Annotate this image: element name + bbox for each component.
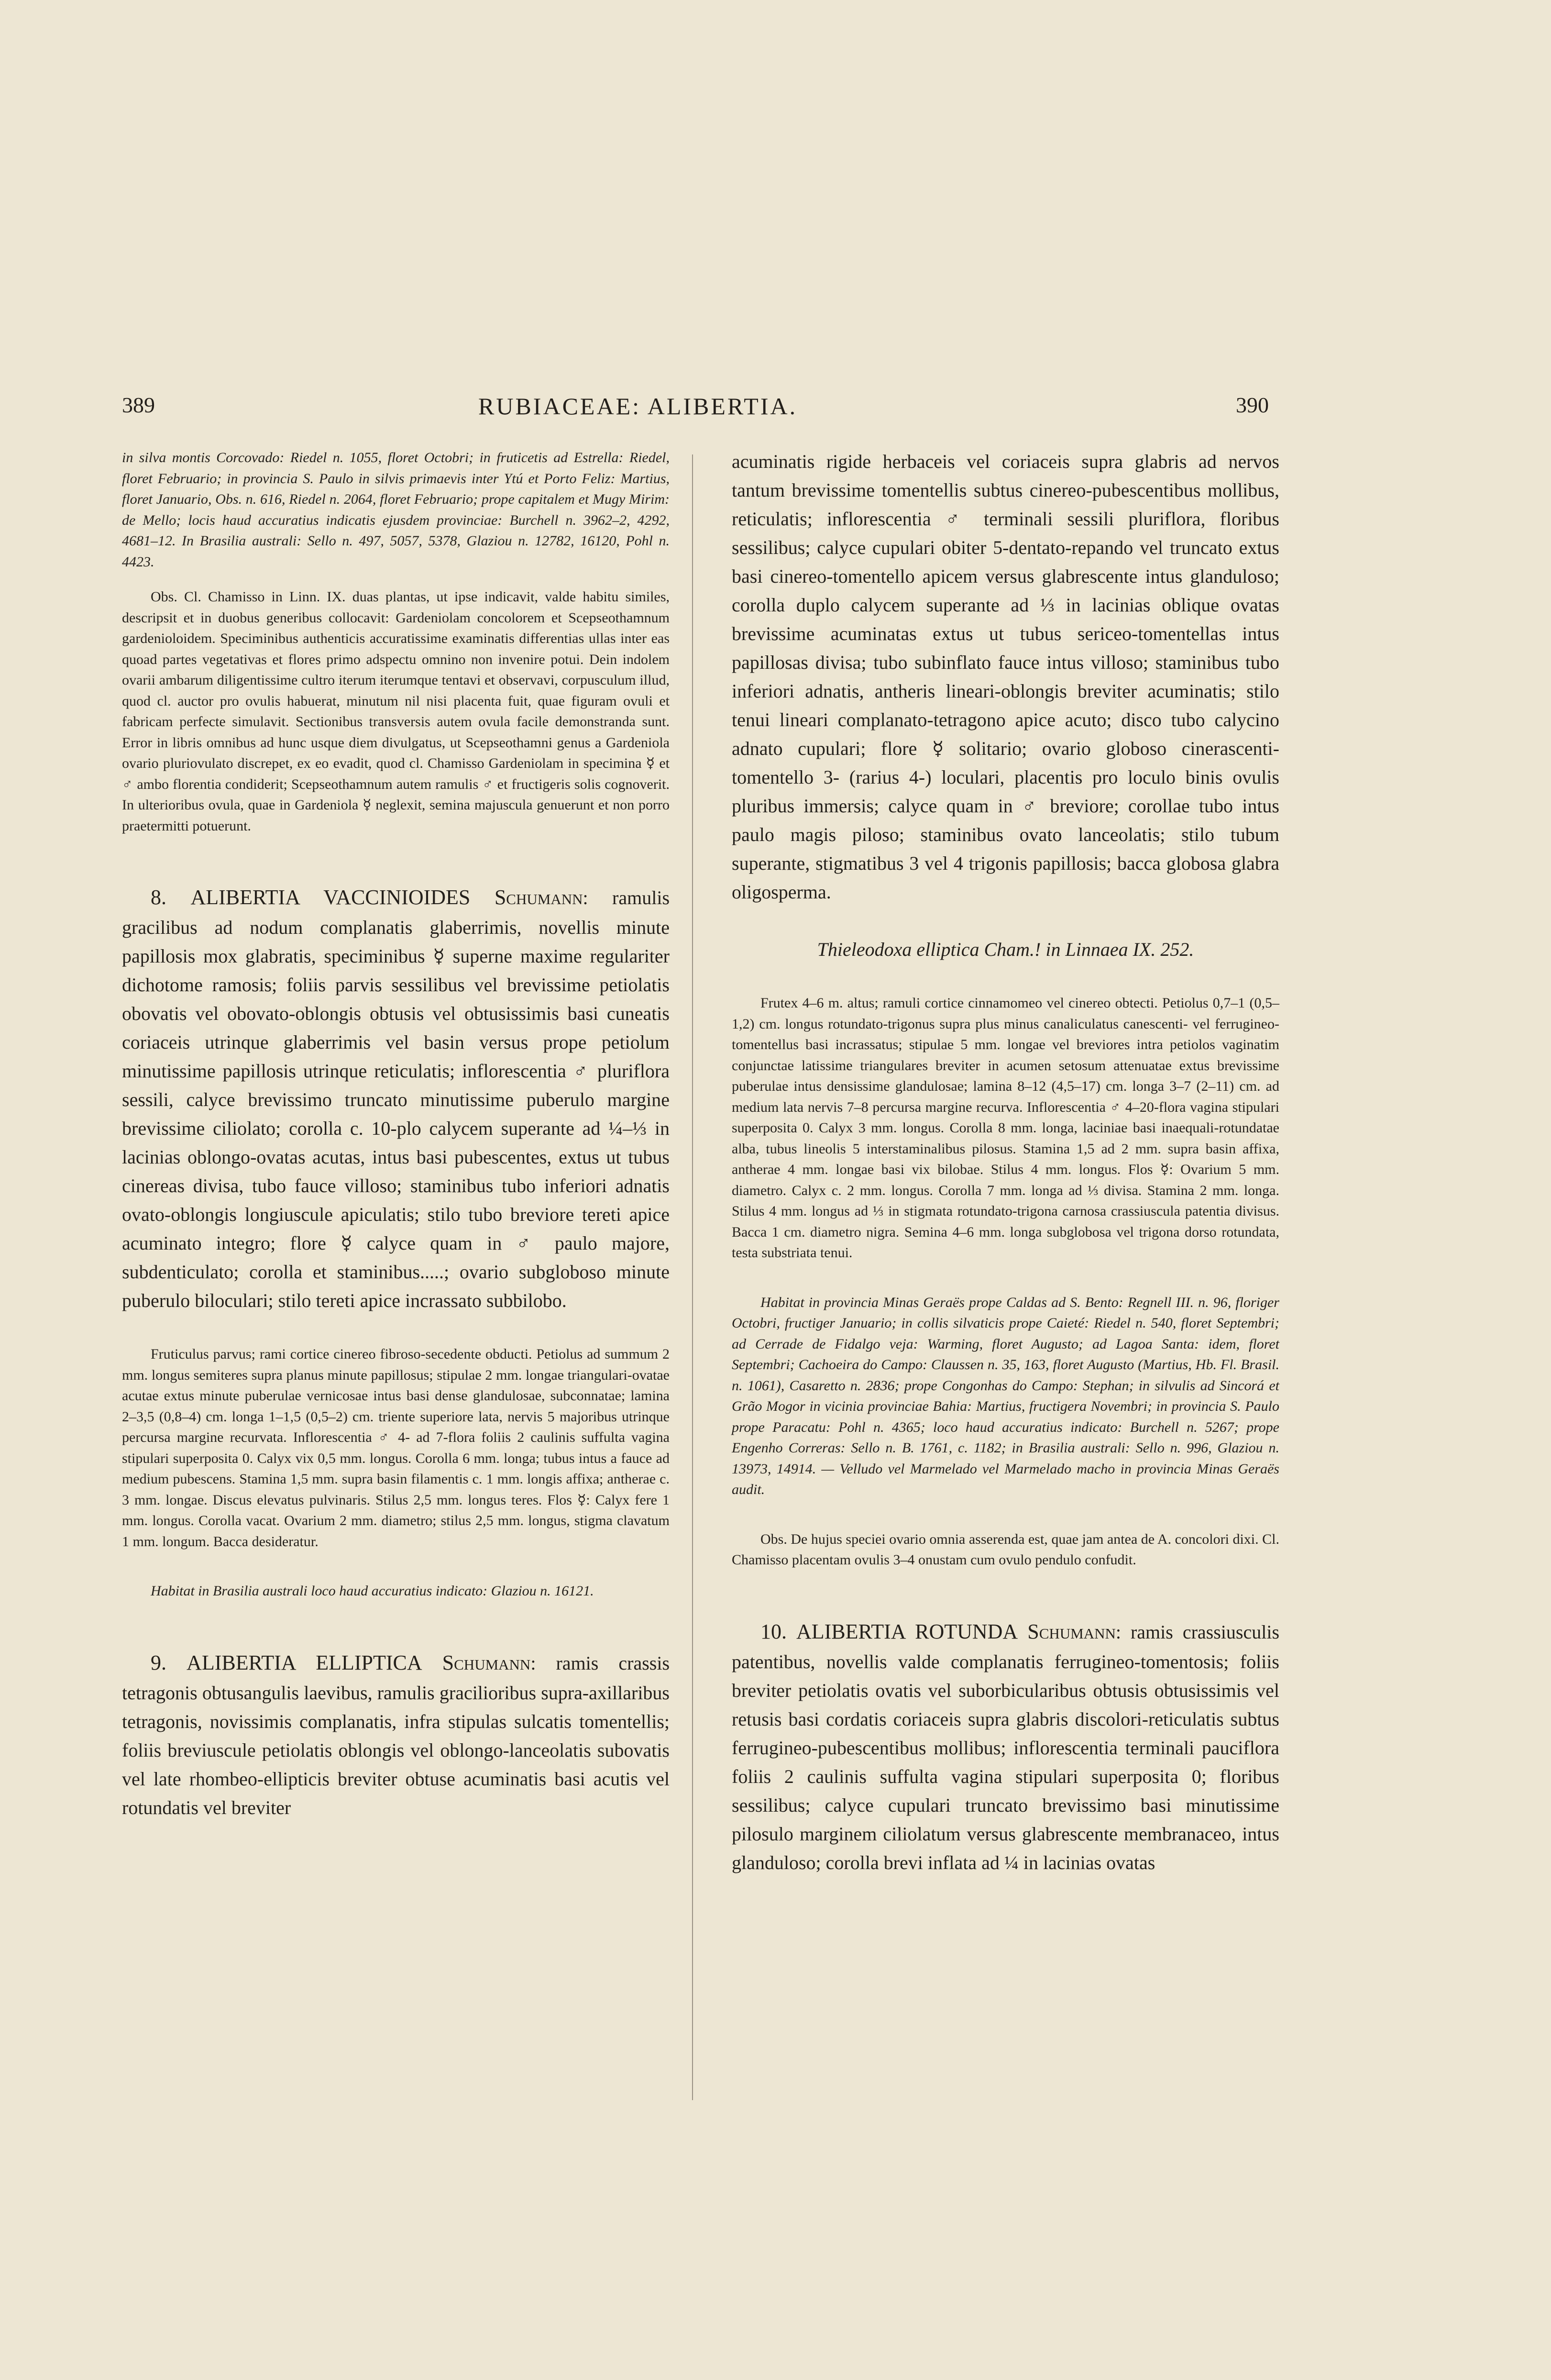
right-column bbox=[732, 447, 1279, 1877]
intro-localities: in silva montis Corcovado: Riedel n. 1055, floret Octobri; in fruticetis ad Estrella: Riedel, floret Februario; in provincia S. Paulo in silvis primaevis inter Ytú et Porto Feliz: Martius, floret Januario, Obs. n. 616, Riedel n. 2064, floret Februario; prope capitalem et Mugy Mirim: de Mello; locis haud accuratius indicatis ejusdem provinciae: Burchell n. 3962–2, 4292, 4681–12. In Brasilia australi: Sello n. 497, 5057, 5378, Glaziou n. 12782, 16120, Pohl n. 4423. bbox=[122, 450, 670, 570]
species9-diagnosis-continued: acuminatis rigide herbaceis vel coriaceis supra glabris ad nervos tantum brevissime tomentellis subtus cinereo-pubescentibus mollibus, reticulatis; inflorescentia ♂ terminali sessili pluriflora, floribus sessilibus; calyce cupulari obiter 5-dentato-repando vel truncato extus basi cinereo-tomentello apicem versus glabrescente intus glanduloso; corolla duplo calycem superante ad ⅓ in lacinias oblique ovatas brevissime acuminatas extus ut tubus sericeo-tomentellas intus papillosas divisa; tubo subinflato fauce intus villoso; staminibus tubo inferiori adnatis, antheris lineari-oblongis breviter acuminatis; stilo tenui lineari complanato-tetragono apice acuto; disco tubo calycino adnato cupulari; flore ☿ solitario; ovario globoso cinerascenti-tomentello 3- (rarius 4-) loculari, placentis pro loculo binis ovulis pluribus immersis; calyce quam in ♂ breviore; corollae tubo intus paulo magis piloso; staminibus ovato lanceolatis; stilo tubum superante, stigmatibus 3 vel 4 trigonis papillosis; bacca globosa glabra oligosperma. bbox=[732, 451, 1279, 903]
species9-author: Schumann bbox=[442, 1650, 531, 1674]
running-title: RUBIACEAE: ALIBERTIA. bbox=[478, 393, 798, 420]
species8-number: 8. bbox=[151, 886, 166, 909]
species8-diagnosis: : ramulis gracilibus ad nodum complanatis glaberrimis, novellis minute papillosis mox glabratis, speciminibus ☿ superne maxime regulariter dichotome ramosis; foliis parvis sessilibus vel brevissime petiolatis obovatis vel obovato-oblongis obtusis vel obtusissimis basi cuneatis coriaceis utrinque glaberrimis vel basin versus prope petiolum minutissime papillosis utrinque reticulatis; inflorescentia ♂ pluriflora sessili, calyce brevissimo truncato minutissime puberulo margine brevissime ciliolato; corolla c. 10-plo calycem superante ad ¼–⅓ in lacinias oblongo-ovatas acutas, intus basi pubescentes, extus ut tubus cinereas divisa, tubo fauce villoso; staminibus tubo inferiori adnatis ovato-oblongis longiuscule apiculatis; stilo tubo breviore tereti apice acuminato integro; flore ☿ calyce quam in ♂ paulo majore, subdenticulato; corolla et staminibus.....; ovario subgloboso minute puberulo biloculari; stilo tereti apice incrassato subbilobo. bbox=[122, 887, 670, 1311]
species9-synonym: Thieleodoxa elliptica Cham.! in Linnaea IX. 252. bbox=[817, 939, 1194, 960]
species10-number: 10. bbox=[760, 1619, 787, 1643]
obs-note: Obs. Cl. Chamisso in Linn. IX. duas plantas, ut ipse indicavit, valde habitu similes, descripsit et in duobus generibus collocavit: Gardeniolam concolorem et Scepseothamnum gardenioloidem. Speciminibus authenticis accuratissime examinatis differentias ullas inter eas quoad partes vegetativas et flores primo adspectu omnino non invenire potui. Dein indolem ovarii ambarum diligentissime cultro iterum iterumque tentavi et observavi, corpusculum illud, quod cl. auctor pro ovulis habuerat, minutum nil nisi placenta fuit, quae figuram ovuli et fabricam perfecte simulavit. Sectionibus transversis autem ovula facile demonstranda sunt. Error in libris omnibus ad hunc usque diem divulgatus, ut Scepseothamni genus a Gardeniola ovario pluriovulato discrepet, ex eo evadit, quod cl. Chamisso Gardeniolam in specimina ☿ et ♂ ambo florentia condiderit; Scepseothamnum autem ramulis ♂ et fructigeris solis cognoverit. In ulterioribus ovula, quae in Gardeniola ☿ neglexit, semina majuscula genuerunt et non porro praetermitti potuerunt. bbox=[122, 589, 670, 834]
page-header bbox=[0, 392, 1551, 431]
species10-entry bbox=[732, 1616, 1279, 1877]
species9-obs: Obs. De hujus speciei ovario omnia asserenda est, quae jam antea de A. concolori dixi. Cl. Chamisso placentam ovulis 3–4 onustam cum ovulo pendulo confudit. bbox=[732, 1531, 1279, 1568]
species9-entry bbox=[122, 1647, 670, 1822]
species8-name: ALIBERTIA VACCINIOIDES bbox=[190, 886, 471, 909]
species10-author: Schumann bbox=[1027, 1619, 1116, 1643]
species8-author: Schumann bbox=[494, 886, 583, 909]
page-number-right: 390 bbox=[1236, 393, 1269, 417]
species9-name: ALIBERTIA ELLIPTICA bbox=[187, 1650, 422, 1674]
left-column bbox=[122, 447, 670, 1822]
species8-habitat: Habitat in Brasilia australi loco haud accuratius indicato: Glaziou n. 16121. bbox=[151, 1583, 594, 1599]
species9-description: Frutex 4–6 m. altus; ramuli cortice cinnamomeo vel cinereo obtecti. Petiolus 0,7–1 (0,5–1,2) cm. longus rotundato-trigonus supra plus minus canaliculatus canescenti- vel ferrugineo-tomentellus basi incrassatus; stipulae 5 mm. longae vel breviores intra petiolos vaginatim conjunctae latissime triangulares breviter in acumen setosum attenuatae extus brevissime puberulae intus densissime glandulosae; lamina 8–12 (4,5–17) cm. longa 3–7 (2–11) cm. ad medium lata nervis 7–8 percursa margine recurva. Inflorescentia ♂ 4–20-flora vagina stipulari superposita 0. Calyx 3 mm. longus. Corolla 8 mm. longa, laciniae basi inaequali-rotundatae alba, tubus lineolis 5 interstaminalibus pilosus. Stamina 1,5 ad 2 mm. supra basin affixa, antherae 4 mm. longae basi vix bilobae. Stilus 4 mm. longus. Flos ☿: Ovarium 5 mm. diametro. Calyx c. 2 mm. longus. Corolla 7 mm. longa ad ⅓ divisa. Stamina 2 mm. longa. Stilus 4 mm. longus ad ⅓ in stigmata rotundato-trigona carnosa crassiuscula patentia divisus. Bacca 1 cm. diametro nigra. Semina 4–6 mm. longa subglobosa vel trigona dorso rotundata, testa substriata tenui. bbox=[732, 995, 1279, 1261]
species8-entry bbox=[122, 882, 670, 1315]
page-number-left: 389 bbox=[122, 393, 155, 417]
species9-habitat: Habitat in provincia Minas Geraës prope Caldas ad S. Bento: Regnell III. n. 96, floriger Octobri, fructiger Januario; in collis silvaticis prope Caieté: Riedel n. 540, floret Septembri; ad Cerrade de Fidalgo veja: Warming, floret Augusto; ad Lagoa Santa: idem, floret Septembri; Cachoeira do Campo: Claussen n. 35, 163, floret Augusto (Martius, Hb. Fl. Brasil. n. 1061), Casaretto n. 2836; prope Congonhas do Campo: Stephan; in silvulis ad Sincorá et Grão Mogor in vicinia provinciae Bahia: Martius, fructigera Novembri; in provincia S. Paulo prope Paracatu: Pohl n. 4365; loco haud accuratius indicato: Burchell n. 5267; prope Engenho Correras: Sello n. B. 1761, c. 1182; in Brasilia australi: Sello n. 996, Glaziou n. 13973, 14914. — Velludo vel Marmelado vel Marmelado macho in provincia Minas Geraës audit. bbox=[732, 1294, 1279, 1497]
species9-diagnosis: : ramis crassis tetragonis obtusangulis laevibus, ramulis gracilioribus supra-axillaribus tetragonis, novissimis complanatis, infra stipulas sulcatis tomentellis; foliis breviuscule petiolatis oblongis vel oblongo-lanceolatis subovatis vel late rhombeo-ellipticis breviter obtuse acuminatis basi acutis vel rotundatis vel breviter bbox=[122, 1652, 670, 1818]
species9-number: 9. bbox=[151, 1650, 166, 1674]
species10-diagnosis: : ramis crassiusculis patentibus, novellis valde complanatis ferrugineo-tomentosis; foliis breviter petiolatis ovatis vel suborbicularibus obtusis obtusissimis vel retusis basi cordatis coriaceis supra glabris discolori-reticulatis subtus ferrugineo-pubescentibus mollibus; inflorescentia terminali pauciflora foliis 2 caulinis suffulta vagina stipulari superposita 0; floribus sessilibus; calyce cupulari truncato brevissimo basi minutissime pilosulo marginem ciliolatum versus glabrescente membranaceo, intus glanduloso; corolla brevi inflata ad ¼ in lacinias ovatas bbox=[732, 1621, 1280, 1873]
column-divider bbox=[692, 454, 693, 2100]
species8-description: Fruticulus parvus; rami cortice cinereo fibroso-secedente obducti. Petiolus ad summum 2 mm. longus semiteres supra planus minute papillosus; stipulae 2 mm. longae triangulari-ovatae acutae extus minute puberulae vernicosae intus basi dense glandulosae, subconnatae; lamina 2–3,5 (0,8–4) cm. longa 1–1,5 (0,5–2) cm. triente superiore lata, nervis 5 majoribus utrinque percursa margine recurvata. Inflorescentia ♂ 4- ad 7-flora foliis 2 caulinis suffulta vagina stipulari superposita 0. Calyx vix 0,5 mm. longus. Corolla 6 mm. longa; tubus intus a fauce ad medium pubescens. Stamina 1,5 mm. supra basin filamentis c. 1 mm. longis affixa; antherae c. 3 mm. longae. Discus elevatus pulvinaris. Stilus 2,5 mm. longus teres. Flos ☿: Calyx fere 1 mm. longus. Corolla vacat. Ovarium 2 mm. diametro; stilus 2,5 mm. longus, stigma clavatum 1 mm. longum. Bacca desideratur. bbox=[122, 1346, 670, 1550]
species10-name: ALIBERTIA ROTUNDA bbox=[796, 1619, 1018, 1643]
